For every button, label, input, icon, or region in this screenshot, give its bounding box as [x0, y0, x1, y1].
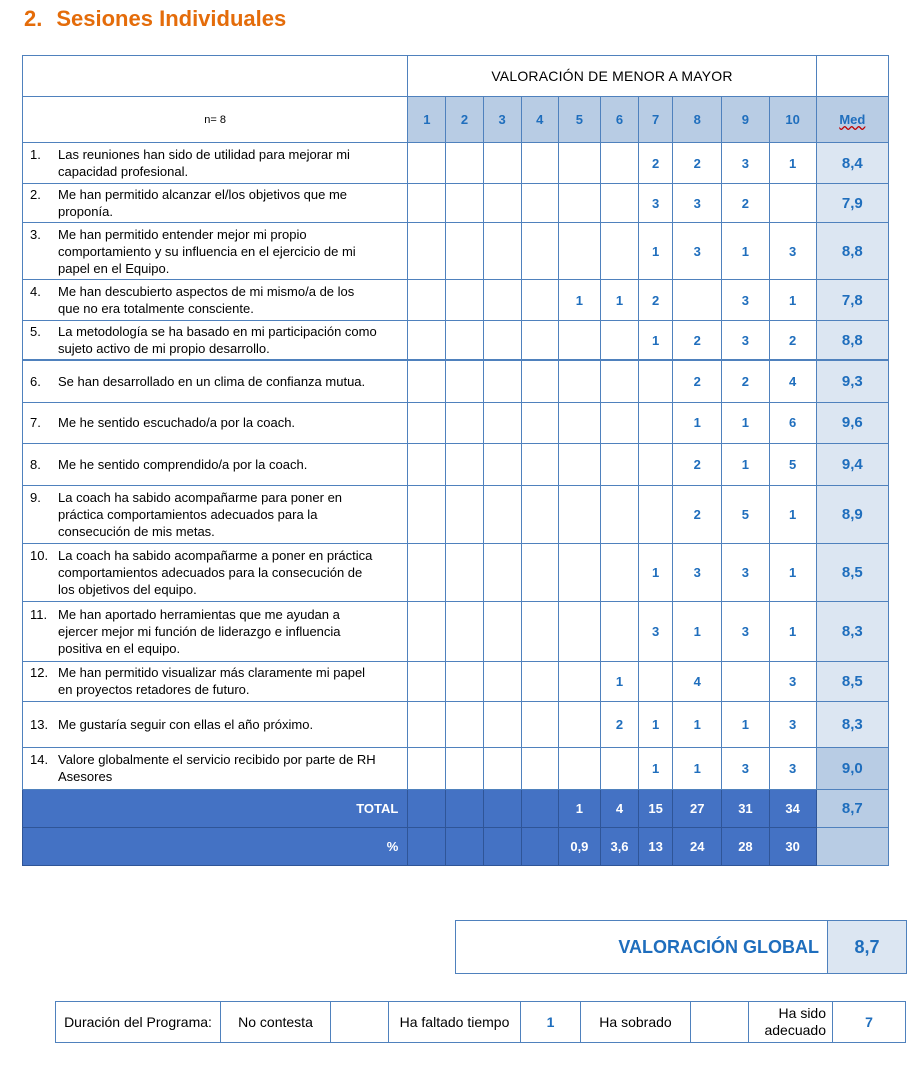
evaluation-table [22, 55, 889, 866]
rating-count-cell [521, 402, 558, 443]
rating-count-cell [600, 184, 638, 223]
rating-count-cell [408, 601, 446, 661]
rating-count-cell: 3 [673, 184, 722, 223]
total-row-med: 8,7 [816, 789, 888, 827]
total-row-cell [521, 789, 558, 827]
rating-count-cell: 2 [673, 143, 722, 184]
median-cell: 7,9 [816, 184, 888, 223]
rating-count-cell [408, 443, 446, 485]
rating-count-cell [558, 485, 600, 543]
percent-row-cell [446, 827, 483, 865]
question-text: Me han descubierto aspectos de mi mismo/a de los que no era totalmente consciente. [58, 284, 355, 316]
rating-count-cell [446, 601, 483, 661]
section-title-text: Sesiones Individuales [56, 6, 287, 31]
rating-count-cell [446, 402, 483, 443]
question-number: 10. [30, 547, 49, 563]
rating-count-cell [521, 701, 558, 747]
total-row-cell: 34 [769, 789, 816, 827]
total-row-cell: 1 [558, 789, 600, 827]
table-row [23, 143, 889, 184]
table-row [23, 402, 889, 443]
rating-count-cell [521, 443, 558, 485]
rating-count-cell [408, 701, 446, 747]
header-blank-cell [23, 56, 408, 97]
percent-row-cell [483, 827, 521, 865]
rating-count-cell [600, 747, 638, 789]
percent-row-cell: 24 [673, 827, 722, 865]
rating-count-cell [600, 402, 638, 443]
table-row [23, 280, 889, 321]
column-header-med: Med [816, 97, 888, 143]
rating-count-cell: 4 [673, 661, 722, 701]
rating-count-cell: 2 [722, 360, 769, 402]
rating-count-cell: 5 [722, 485, 769, 543]
percent-row-cell: 0,9 [558, 827, 600, 865]
global-rating-label: VALORACIÓN GLOBAL [456, 921, 828, 974]
rating-count-cell [558, 543, 600, 601]
question-text: Me he sentido escuchado/a por la coach. [58, 415, 296, 430]
rating-count-cell: 2 [722, 184, 769, 223]
median-cell: 8,8 [816, 223, 888, 280]
rating-count-cell: 3 [769, 223, 816, 280]
rating-count-cell: 2 [600, 701, 638, 747]
rating-count-cell [558, 402, 600, 443]
rating-count-cell: 1 [722, 402, 769, 443]
rating-count-cell [639, 360, 673, 402]
question-cell [23, 661, 408, 701]
rating-count-cell [446, 701, 483, 747]
no-contesta-value [331, 1002, 389, 1043]
rating-count-cell: 1 [769, 485, 816, 543]
rating-count-cell [600, 485, 638, 543]
rating-count-cell [408, 543, 446, 601]
column-header-6: 6 [600, 97, 638, 143]
rating-count-cell: 5 [769, 443, 816, 485]
question-text: Me he sentido comprendido/a por la coach. [58, 456, 308, 472]
percent-row-cell [521, 827, 558, 865]
rating-count-cell [521, 184, 558, 223]
rating-count-cell [408, 485, 446, 543]
question-text: La coach ha sabido acompañarme para poner en práctica comportamientos adecuados para la consecución de mis metas. [58, 489, 343, 539]
question-text: Se han desarrollado en un clima de confianza mutua. [58, 373, 366, 389]
median-cell: 8,3 [816, 701, 888, 747]
question-text: Las reuniones han sido de utilidad para mejorar mi capacidad profesional. [58, 147, 350, 179]
table-row [23, 661, 889, 701]
duration-table [55, 1001, 906, 1043]
table-row [23, 321, 889, 361]
rating-count-cell: 3 [769, 661, 816, 701]
global-rating-box [455, 920, 907, 974]
rating-count-cell: 1 [722, 443, 769, 485]
rating-count-cell [521, 143, 558, 184]
rating-count-cell: 3 [769, 701, 816, 747]
rating-count-cell [483, 485, 521, 543]
rating-count-cell [483, 543, 521, 601]
rating-count-cell: 4 [769, 360, 816, 402]
rating-count-cell [521, 543, 558, 601]
rating-count-cell [673, 280, 722, 321]
question-number: 4. [30, 284, 41, 299]
question-cell [23, 543, 408, 601]
rating-count-cell [408, 280, 446, 321]
percent-row-cell [408, 827, 446, 865]
rating-count-cell [408, 747, 446, 789]
rating-count-cell [446, 223, 483, 280]
rating-count-cell [521, 747, 558, 789]
question-number: 9. [30, 489, 41, 505]
rating-count-cell: 6 [769, 402, 816, 443]
rating-count-cell [600, 443, 638, 485]
column-header-5: 5 [558, 97, 600, 143]
question-text: Me han permitido alcanzar el/los objetivos que me proponía. [58, 187, 348, 219]
question-cell [23, 443, 408, 485]
rating-count-cell [639, 661, 673, 701]
rating-count-cell [558, 747, 600, 789]
column-header-8: 8 [673, 97, 722, 143]
question-cell [23, 321, 408, 361]
question-text: Me han permitido visualizar más claramente mi papel en proyectos retadores de futuro. [58, 665, 366, 697]
rating-count-cell: 1 [722, 701, 769, 747]
question-text: Valore globalmente el servicio recibido por parte de RH Asesores [58, 752, 376, 784]
rating-count-cell [558, 701, 600, 747]
faltado-tiempo-value: 1 [521, 1002, 581, 1043]
rating-count-cell: 1 [769, 280, 816, 321]
rating-count-cell [521, 223, 558, 280]
rating-count-cell: 1 [673, 601, 722, 661]
rating-count-cell: 2 [673, 321, 722, 361]
question-cell [23, 485, 408, 543]
total-row-cell: 27 [673, 789, 722, 827]
adecuado-value: 7 [833, 1002, 906, 1043]
rating-count-cell [483, 443, 521, 485]
rating-count-cell [558, 223, 600, 280]
question-number: 8. [30, 456, 41, 472]
rating-count-cell [521, 321, 558, 361]
table-row [23, 184, 889, 223]
no-contesta-label: No contesta [221, 1002, 331, 1043]
question-cell [23, 280, 408, 321]
rating-count-cell [483, 661, 521, 701]
median-cell: 8,4 [816, 143, 888, 184]
total-row-cell: 31 [722, 789, 769, 827]
rating-count-cell [408, 184, 446, 223]
rating-count-cell: 2 [673, 443, 722, 485]
median-cell: 9,3 [816, 360, 888, 402]
median-cell: 8,8 [816, 321, 888, 361]
rating-count-cell: 3 [722, 747, 769, 789]
rating-count-cell: 3 [639, 184, 673, 223]
question-text: Me gustaría seguir con ellas el año próximo. [58, 716, 314, 732]
rating-count-cell [521, 661, 558, 701]
question-cell [23, 747, 408, 789]
total-row-cell: 4 [600, 789, 638, 827]
rating-count-cell: 3 [673, 223, 722, 280]
rating-count-cell: 3 [722, 280, 769, 321]
rating-count-cell: 2 [673, 360, 722, 402]
rating-count-cell: 1 [600, 661, 638, 701]
rating-count-cell: 1 [639, 701, 673, 747]
question-cell [23, 223, 408, 280]
percent-row-med [816, 827, 888, 865]
rating-count-cell [521, 485, 558, 543]
rating-count-cell [639, 443, 673, 485]
percent-row-cell: 30 [769, 827, 816, 865]
median-cell: 8,5 [816, 661, 888, 701]
sobrado-label: Ha sobrado [581, 1002, 691, 1043]
rating-count-cell: 1 [673, 701, 722, 747]
rating-count-cell [521, 280, 558, 321]
percent-row [23, 827, 889, 865]
total-row-label: TOTAL [23, 789, 408, 827]
rating-count-cell: 3 [722, 143, 769, 184]
table-row [23, 543, 889, 601]
column-header-2: 2 [446, 97, 483, 143]
median-cell: 7,8 [816, 280, 888, 321]
adecuado-label: Ha sido adecuado [749, 1002, 833, 1043]
rating-count-cell [558, 601, 600, 661]
rating-count-cell [483, 701, 521, 747]
table-row [23, 443, 889, 485]
rating-count-cell [558, 321, 600, 361]
rating-count-cell [483, 184, 521, 223]
question-number: 2. [30, 187, 41, 202]
median-cell: 8,5 [816, 543, 888, 601]
rating-count-cell [483, 223, 521, 280]
rating-count-cell: 1 [639, 543, 673, 601]
median-cell: 8,9 [816, 485, 888, 543]
section-title [24, 6, 286, 32]
question-cell [23, 143, 408, 184]
rating-count-cell: 1 [769, 143, 816, 184]
table-row [23, 747, 889, 789]
rating-count-cell: 2 [769, 321, 816, 361]
question-text: La coach ha sabido acompañarme a poner en práctica comportamientos adecuados para la consecución de los objetivos del equipo. [58, 547, 373, 597]
faltado-tiempo-label: Ha faltado tiempo [389, 1002, 521, 1043]
rating-count-cell [483, 280, 521, 321]
question-number: 5. [30, 324, 41, 339]
column-header-1: 1 [408, 97, 446, 143]
question-number: 12. [30, 665, 49, 680]
rating-count-cell: 1 [722, 223, 769, 280]
question-text: Me han permitido entender mejor mi propio comportamiento y su influencia en el ejercicio de mi papel en el Equipo. [58, 226, 356, 276]
table-row [23, 601, 889, 661]
rating-count-cell: 1 [639, 321, 673, 361]
rating-count-cell [408, 223, 446, 280]
rating-count-cell [639, 485, 673, 543]
rating-count-cell [446, 184, 483, 223]
question-cell [23, 701, 408, 747]
rating-count-cell [408, 143, 446, 184]
rating-count-cell [639, 402, 673, 443]
table-row [23, 223, 889, 280]
duration-label: Duración del Programa: [56, 1002, 221, 1043]
table-row [23, 360, 889, 402]
column-header-3: 3 [483, 97, 521, 143]
rating-count-cell [408, 321, 446, 361]
rating-count-cell [558, 360, 600, 402]
rating-count-cell: 1 [600, 280, 638, 321]
question-cell [23, 360, 408, 402]
column-header-7: 7 [639, 97, 673, 143]
total-row-cell [483, 789, 521, 827]
rating-count-cell: 3 [722, 321, 769, 361]
rating-count-cell [446, 360, 483, 402]
rating-count-cell [446, 747, 483, 789]
total-row-cell [408, 789, 446, 827]
rating-count-cell [600, 601, 638, 661]
rating-count-cell: 1 [558, 280, 600, 321]
question-number: 13. [30, 716, 49, 732]
question-text: Me han aportado herramientas que me ayudan a ejercer mejor mi función de liderazgo e influencia positiva en el equipo. [58, 606, 341, 656]
question-text: La metodología se ha basado en mi participación como sujeto activo de mi propio desarrollo. [58, 324, 377, 356]
table-row [23, 701, 889, 747]
total-row-cell: 15 [639, 789, 673, 827]
total-row [23, 789, 889, 827]
header-title: VALORACIÓN DE MENOR A MAYOR [408, 56, 816, 97]
section-number: 2. [24, 6, 43, 31]
rating-count-cell [558, 143, 600, 184]
question-number: 14. [30, 752, 49, 767]
question-cell [23, 601, 408, 661]
rating-count-cell: 2 [673, 485, 722, 543]
question-number: 6. [30, 373, 41, 389]
rating-count-cell: 1 [673, 402, 722, 443]
median-cell: 9,4 [816, 443, 888, 485]
rating-count-cell [483, 321, 521, 361]
rating-count-cell [558, 184, 600, 223]
rating-count-cell [600, 143, 638, 184]
rating-count-cell: 3 [639, 601, 673, 661]
rating-count-cell: 3 [722, 543, 769, 601]
question-number: 3. [30, 226, 41, 242]
rating-count-cell [558, 661, 600, 701]
percent-row-cell: 28 [722, 827, 769, 865]
rating-count-cell [446, 543, 483, 601]
question-cell [23, 402, 408, 443]
rating-count-cell [446, 443, 483, 485]
question-number: 7. [30, 415, 41, 430]
n-label: n= 8 [23, 97, 408, 143]
rating-count-cell: 3 [673, 543, 722, 601]
percent-row-cell: 13 [639, 827, 673, 865]
column-header-10: 10 [769, 97, 816, 143]
total-row-cell [446, 789, 483, 827]
rating-count-cell [408, 402, 446, 443]
rating-count-cell: 3 [769, 747, 816, 789]
rating-count-cell [483, 601, 521, 661]
rating-count-cell [408, 360, 446, 402]
rating-count-cell [446, 280, 483, 321]
rating-count-cell [600, 223, 638, 280]
sobrado-value [691, 1002, 749, 1043]
rating-count-cell [600, 321, 638, 361]
rating-count-cell: 2 [639, 280, 673, 321]
rating-count-cell [521, 601, 558, 661]
median-cell: 8,3 [816, 601, 888, 661]
rating-count-cell [483, 143, 521, 184]
rating-count-cell [600, 360, 638, 402]
rating-count-cell: 2 [639, 143, 673, 184]
rating-count-cell [521, 360, 558, 402]
column-header-4: 4 [521, 97, 558, 143]
rating-count-cell [769, 184, 816, 223]
percent-row-label: % [23, 827, 408, 865]
column-header-9: 9 [722, 97, 769, 143]
median-cell: 9,6 [816, 402, 888, 443]
rating-count-cell: 3 [722, 601, 769, 661]
rating-count-cell [722, 661, 769, 701]
rating-count-cell: 1 [673, 747, 722, 789]
rating-count-cell [446, 143, 483, 184]
rating-count-cell [483, 360, 521, 402]
rating-count-cell: 1 [769, 543, 816, 601]
global-rating-value: 8,7 [828, 921, 907, 974]
rating-count-cell [446, 485, 483, 543]
rating-count-cell [558, 443, 600, 485]
rating-count-cell [446, 661, 483, 701]
question-number: 1. [30, 147, 41, 162]
rating-count-cell [446, 321, 483, 361]
rating-count-cell: 1 [639, 747, 673, 789]
rating-count-cell [483, 747, 521, 789]
rating-count-cell [408, 661, 446, 701]
rating-count-cell [483, 402, 521, 443]
question-number: 11. [30, 606, 48, 622]
percent-row-cell: 3,6 [600, 827, 638, 865]
question-cell [23, 184, 408, 223]
rating-count-cell [600, 543, 638, 601]
table-row [23, 485, 889, 543]
rating-count-cell: 1 [639, 223, 673, 280]
rating-count-cell: 1 [769, 601, 816, 661]
median-cell: 9,0 [816, 747, 888, 789]
header-blank-med [816, 56, 888, 97]
